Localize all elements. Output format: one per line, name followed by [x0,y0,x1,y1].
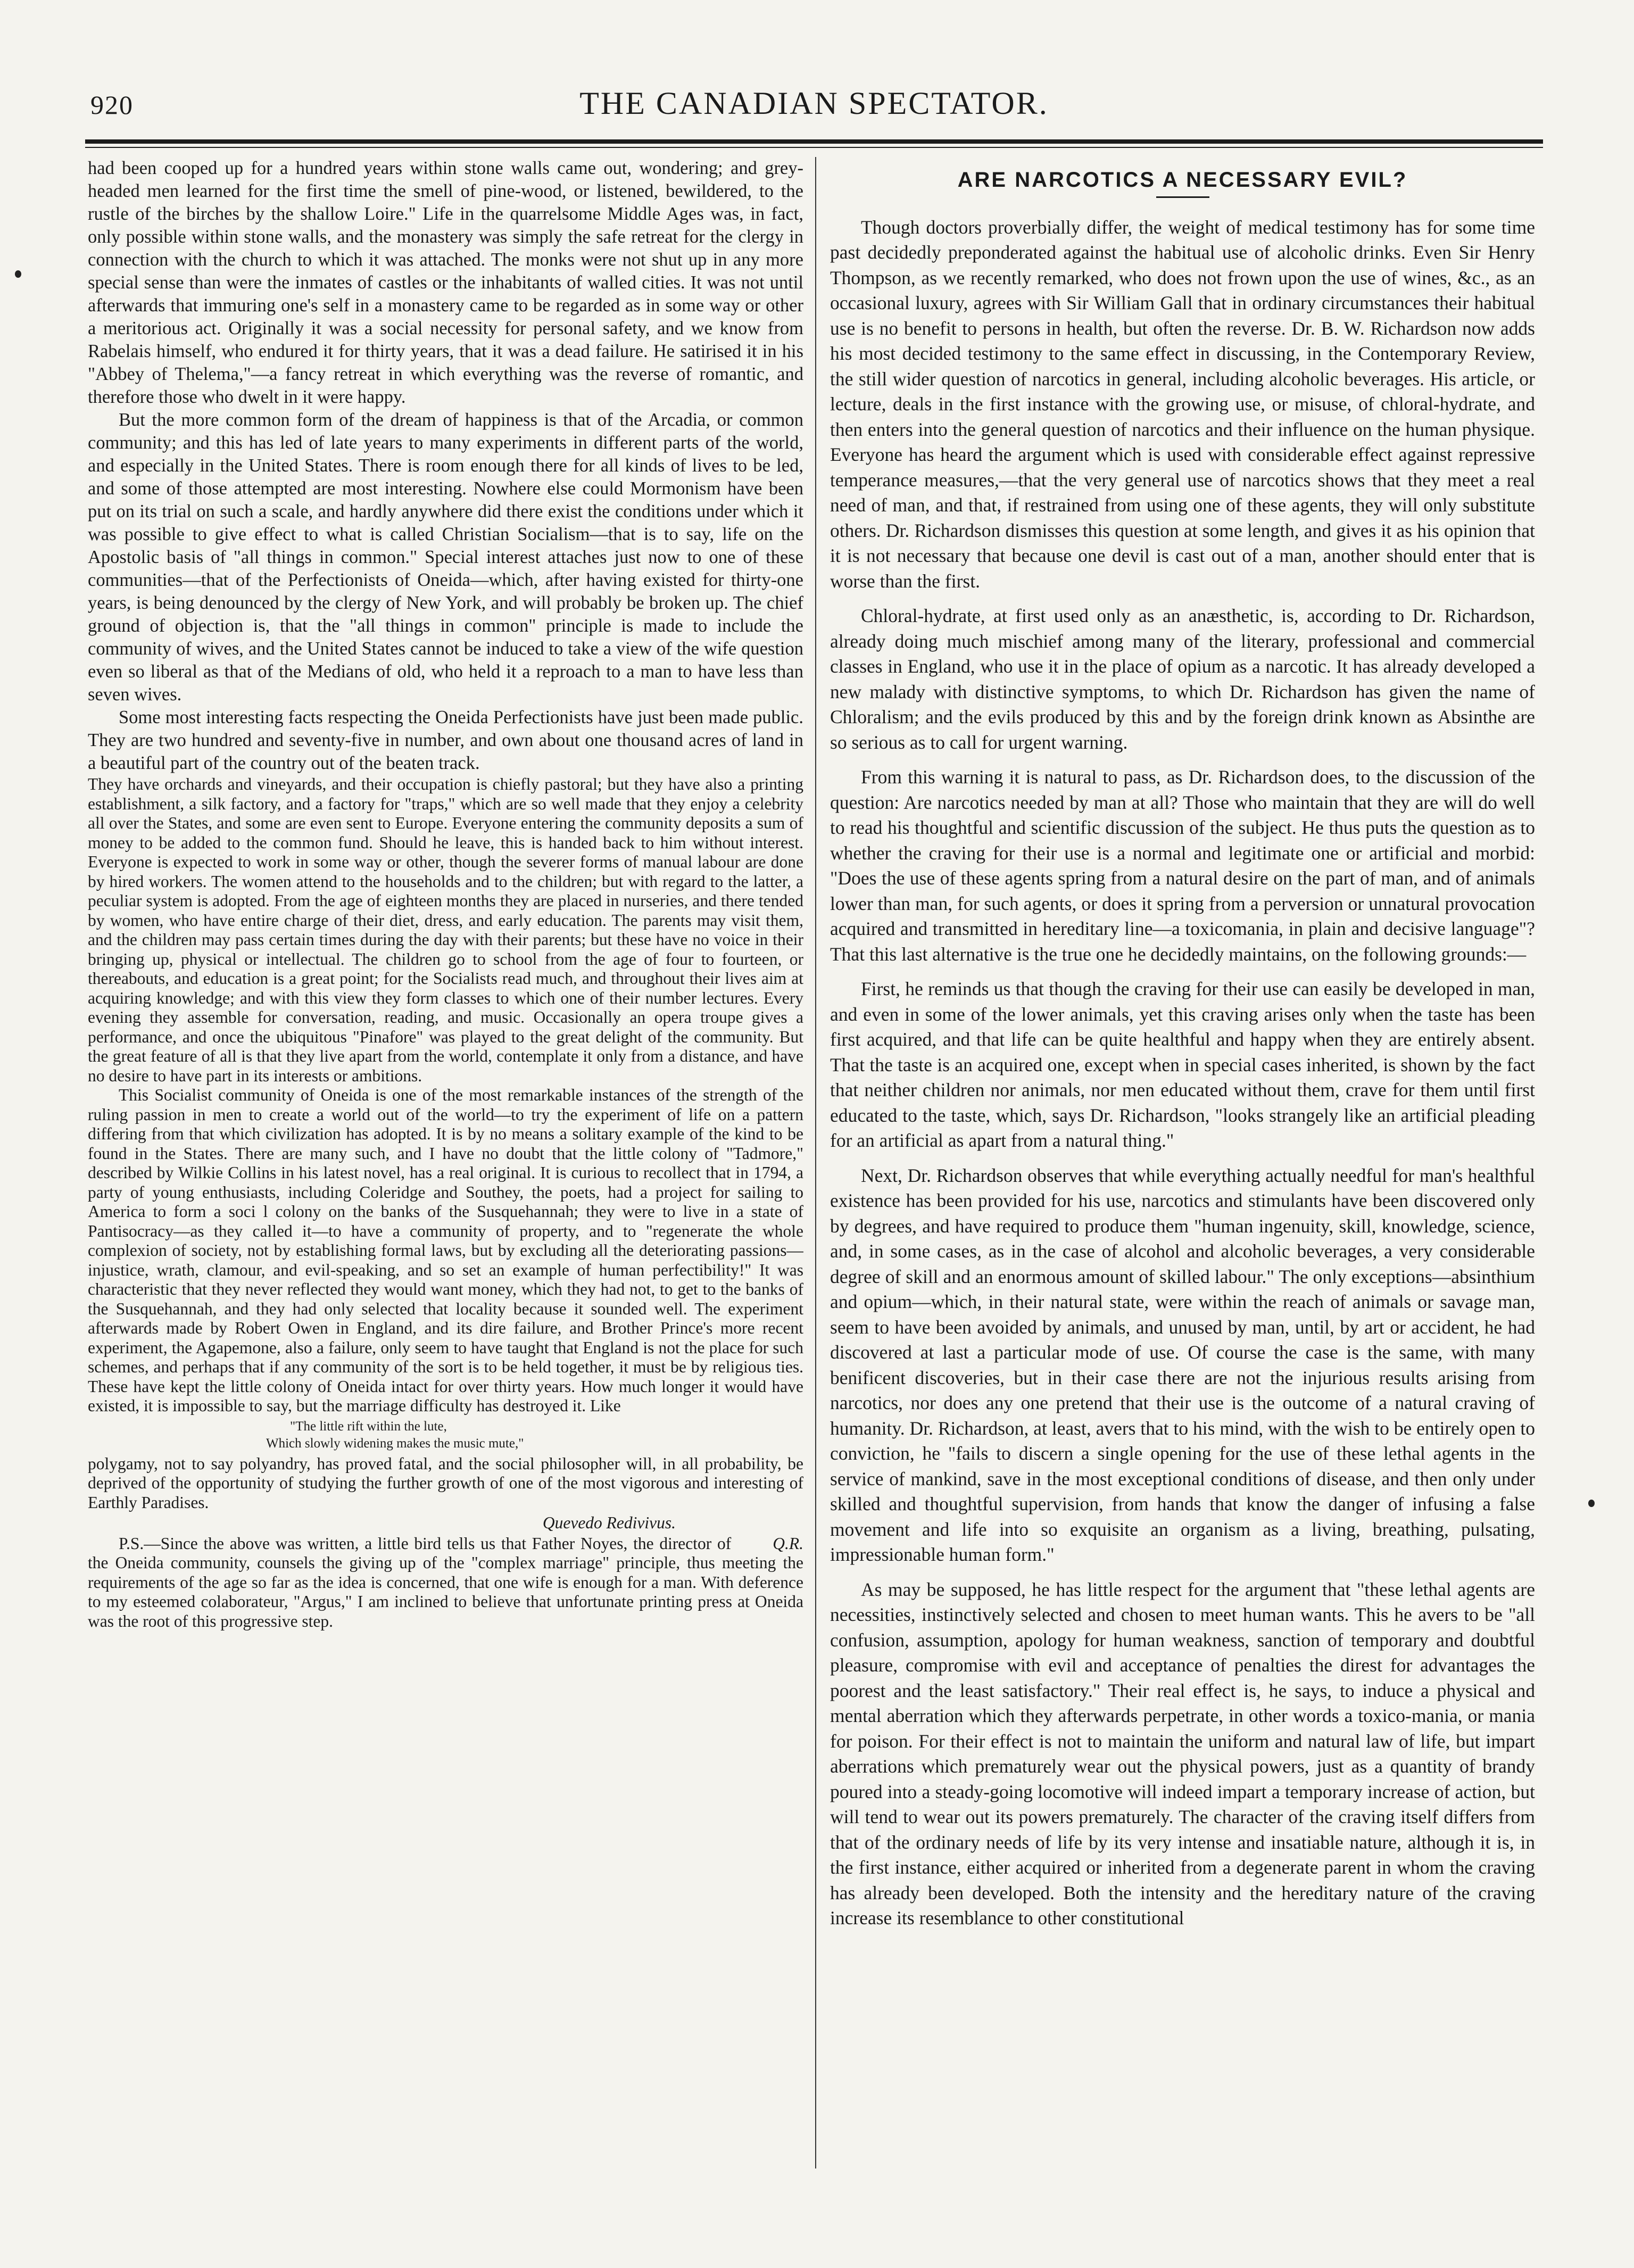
column-divider [815,157,816,2168]
left-paragraph-4: They have orchards and vineyards, and their occupation is chiefly pastoral; but they have also a printing establishment, a silk factory, and a factory for "traps," which are so well made that they enjoy a celebrity all over the States, and some are even sent to Europe. Everyone entering the community deposits a sum of money to be added to the common fund. Should he leave, this is handed back to him without interest. Everyone is expected to work in some way or other, though the severer forms of manual labour are done by hired workers. The women attend to the households and to the children; but with regard to the latter, a peculiar system is adopted. From the age of eighteen months they are placed in nurseries, and there tended by women, who have entire charge of their diet, dress, and early education. The parents may visit them, and the children may pass certain times during the day with their parents; but these have no voice in their bringing up, physical or intellectual. The children go to school from the age of four to fourteen, or thereabouts, and education is a great point; for the Socialists read much, and throughout their lives aim at acquiring knowledge; and with this view they form classes to which one of their number lectures. Every evening they assemble for conversation, reading, and music. Occasionally an opera troupe gives a performance, and once the ubiquitous "Pinafore" was played to the great delight of the community. But the great feature of all is that they live apart from the world, contemplate it only from a distance, and have no desire to have part in its interests or ambitions. [88,775,803,1085]
left-paragraph-3: Some most interesting facts respecting the Oneida Perfectionists have just been made public. They are two hundred and seventy-five in number, and own about one thousand acres of land in a beautiful part of the country out of the beaten track. [88,707,803,773]
right-paragraph-5: Next, Dr. Richardson observes that while everything actually needful for man's healthful existence has been provided for his use, narcotics and stimulants have been discovered only by degrees, and have required to produce them "human ingenuity, skill, knowledge, science, and, in some cases, as in the case of alcohol and alcoholic beverages, a very considerable degree of skill and an enormous amount of skilled labour." The only exceptions—absinthium and opium—which, in their natural state, were within the reach of animals or savage man, seem to have been avoided by animals, and unused by man, until, by art or accident, he had discovered at last a particular mode of use. Of course the case is the same, with many benificent discoveries, but in their case there are not the injurious results arising from narcotics, nor does any one pretend that their use is the outcome of a natural craving of humanity. Dr. Richardson, at least, avers that to his mind, with the wish to be entirely open to conviction, he "fails to discern a single opening for the use of these lethal agents in the service of mankind, save in the most exceptional conditions of disease, and then only under skilled and thoughtful supervision, from hands that know the danger of infusing a false movement and life into so exquisite an organism as a living, breathing, pulsating, impressionable human form." [830,1164,1535,1565]
title-rule [1156,196,1209,198]
verse-quote [266,1418,803,1452]
left-paragraph-2: But the more common form of the dream of happiness is that of the Arcadia, or common community; and this has led of late years to many experiments in different parts of the world, and especially in the United States. There is room enough there for all kinds of lives to be led, and some of those attempted are most interesting. Nowhere else could Mormonism have been put on its trial on such a scale, and hardly anywhere did there exist the conditions under which it was possible to give effect to what is called Christian Socialism—that is to say, life on the Apostolic basis of "all things in common." Special interest attaches just now to one of these communities—that of the Perfectionists of Oneida—which, after having existed for thirty-one years, is being denounced by the clergy of New York, and will probably be broken up. The chief ground of objection is, that the "all things in common" principle is made to include the community of wives, and the United States cannot be induced to take a view of the wife question even so liberal as that of the Medians of old, who held it a reproach to a man to have less than seven wives. [88,410,803,705]
left-paragraph-after-quote: polygamy, not to say polyandry, has proved fatal, and the social philosopher will, in all probability, be deprived of the opportunity of studying the further growth of one of the most vigorous and interesting of Earthly Paradises. [88,1454,803,1512]
article-title: ARE NARCOTICS A NECESSARY EVIL? [957,168,1408,192]
postscript-text: P.S.—Since the above was written, a little bird tells us that Father Noyes, the director of the Oneida community, counsels the giving up of the "complex marriage" principle, thus meeting the requirements of the age so far as the idea is concerned, that one wife is enough for a man. With deference to my esteemed colaborateur, "Argus," I am inclined to believe that unfortunate printing press at Oneida was the root of this progressive step. [88,1534,803,1630]
right-column [830,157,1535,2179]
journal-title: THE CANADIAN SPECTATOR. [579,86,1049,121]
right-paragraph-4: First, he reminds us that though the craving for their use can easily be developed in man, and even in some of the lower animals, yet this craving arises only when the taste has been first acquired, and that life can be quite healthful and happy when they are entirely absent. That the taste is an acquired one, except when in special cases inherited, is shown by the fact that neither children nor animals, nor men educated without them, crave for them until first educated to the taste, which, says Dr. Richardson, "looks strangely like an artificial pleading for an artificial as apart from a natural thing." [830,978,1535,1151]
page-number: 920 [90,90,134,120]
verse-line-1: "The little rift within the lute, [290,1419,447,1434]
right-paragraph-3: From this warning it is natural to pass, as Dr. Richardson does, to the discussion of the question: Are narcotics needed by man at all? Those who maintain that they are will do well to read his thoughtful and scientific discussion of the subject. He thus puts the question as to whether the craving for their use is a normal and legitimate one or artificial and morbid: "Does the use of these agents spring from a natural desire on the part of man, and of animals lower than man, for such agents, or does it spring from a perversion or unnatural provocation acquired and transmitted in hereditary line—a toxicomania, in plain and decisive language"? That this last alternative is the true one he decidedly maintains, on the following grounds:— [830,766,1535,965]
right-paragraph-2: Chloral-hydrate, at first used only as an anæsthetic, is, according to Dr. Richardson, already doing much mischief among many of the literary, professional and commercial classes in England, who use it in the place of opium as a narcotic. It has already developed a new malady with distinctive symptoms, to which Dr. Richardson has given the name of Chloralism; and the evils produced by this and by the foreign drink known as Absinthe are so serious as to call for urgent warning. [830,605,1535,753]
right-paragraph-6: As may be supposed, he has little respect for the argument that "these lethal agents are necessities, instinctively selected and chosen to meet human wants. This he avers to be "all confusion, assumption, apology for human weakness, sanction of temporary and doubtful pleasure, compromise with evil and acceptance of penalties the direst for advantages the poorest and the least satisfactory." Their real effect is, he says, to induce a physical and mental aberration which they afterwards perpetrate, in other words a toxico-mania, or mania for poison. For their effect is not to maintain the uniform and natural law of life, but impart aberrations which prematurely wear out the physical powers, just as a quantity of brandy poured into a steady-going locomotive will indeed impart a temporary increase of action, but will tend to wear out its powers prematurely. The character of the craving itself differs from that of the ordinary needs of life by its very intense and insatiable nature, although it is, in the first instance, either acquired or inherited from a degenerate parent in whom the craving has already been developed. Both the intensity and the hereditary nature of the craving increase its resemblance to other constitutional [830,1578,1535,1928]
header-rule-thin [85,147,1543,148]
ink-spot [15,270,21,278]
left-paragraph-5: This Socialist community of Oneida is one of the most remarkable instances of the strength of the ruling passion in men to create a world out of the world—to try the experiment of life on a pattern differing from that which civilization has adopted. It is by no means a solitary example of the kind to be found in the States. There are many such, and I have no doubt that the little colony of "Tadmore," described by Wilkie Collins in his latest novel, has a real original. It is curious to recollect that in 1794, a party of young enthusiasts, including Coleridge and Southey, the poets, had a project for sailing to America to form a soci l colony on the banks of the Susquehannah; they were to live in a state of Pantisocracy—as they called it—to have a community of property, and to "regenerate the whole complexion of society, not by establishing formal laws, but by excluding all the deteriorating passions—injustice, wrath, clamour, and evil-speaking, and so set an example of human perfectibility!" It was characteristic that they never reflected they would want money, which they had not, to get to the banks of the Susquehannah, and they had only selected that locality because it sounded well. The experiment afterwards made by Robert Owen in England, and its dire failure, and Brother Prince's more recent experiment, the Agapemone, also a failure, only seem to have taught that England is not the place for such schemes, and perhaps that if any community of the sort is to be held together, it must be by religious ties. These have kept the little colony of Oneida intact for over thirty years. How much longer it would have existed, it is impossible to say, but the marriage difficulty has destroyed it. Like [88,1086,803,1415]
left-paragraph-1: had been cooped up for a hundred years within stone walls came out, wondering; and grey-headed men learned for the first time the smell of pine-wood, or listened, bewildered, to the rustle of the birches by the shallow Loire." Life in the quarrelsome Middle Ages was, in fact, only possible within stone walls, and the monastery was simply the safe retreat for the clergy in connection with the church to which it was attached. The monks were not shut up in any more special sense than were the inmates of castles or the inhabitants of walled cities. It was not until afterwards that immuring one's self in a monastery came to be regarded as in some way or other a meritorious act. Originally it was a social necessity for personal safety, and we know from Rabelais himself, who endured it for thirty years, that it was a dead failure. He satirised it in his "Abbey of Thelema,"—a fancy retreat in which everything was the reverse of romantic, and therefore those who dwelt in it were happy. [88,158,803,407]
left-column [88,157,803,2179]
right-paragraph-1: Though doctors proverbially differ, the weight of medical testimony has for some time past decidedly preponderated against the habitual use of alcoholic drinks. Even Sir Henry Thompson, as we recently remarked, who does not frown upon the use of wines, &c., as an occasional luxury, agrees with Sir William Gall that in ordinary circumstances their habitual use is no benefit to persons in health, but often the reverse. Dr. B. W. Richardson now adds his most decided testimony to the same effect in discussing, in the Contemporary Review, the still wider question of narcotics in general, including alcoholic beverages. His article, or lecture, deals in the first instance with the growing use, or misuse, of chloral-hydrate, and then enters into the general question of narcotics and their influence on the human physique. Everyone has heard the argument which is used with considerable effect against repressive temperance measures,—that the very general use of narcotics shows that they meet a real need of man, and that, if restrained from using one of these agents, they will only substitute others. Dr. Richardson dismisses this question at some length, and gives it as his opinion that it is not necessary that because one devil is cast out of a man, another should enter that is worse than the first. [830,216,1535,592]
postscript-signature: Q.R. [773,1534,803,1553]
ink-spot [1588,1500,1595,1507]
page-header [90,80,1538,138]
author-signature: Quevedo Redivivus. [542,1513,676,1532]
verse-line-2: Which slowly widening makes the music mute," [266,1436,524,1451]
postscript [88,1534,803,1632]
header-rule-thick [85,139,1543,144]
